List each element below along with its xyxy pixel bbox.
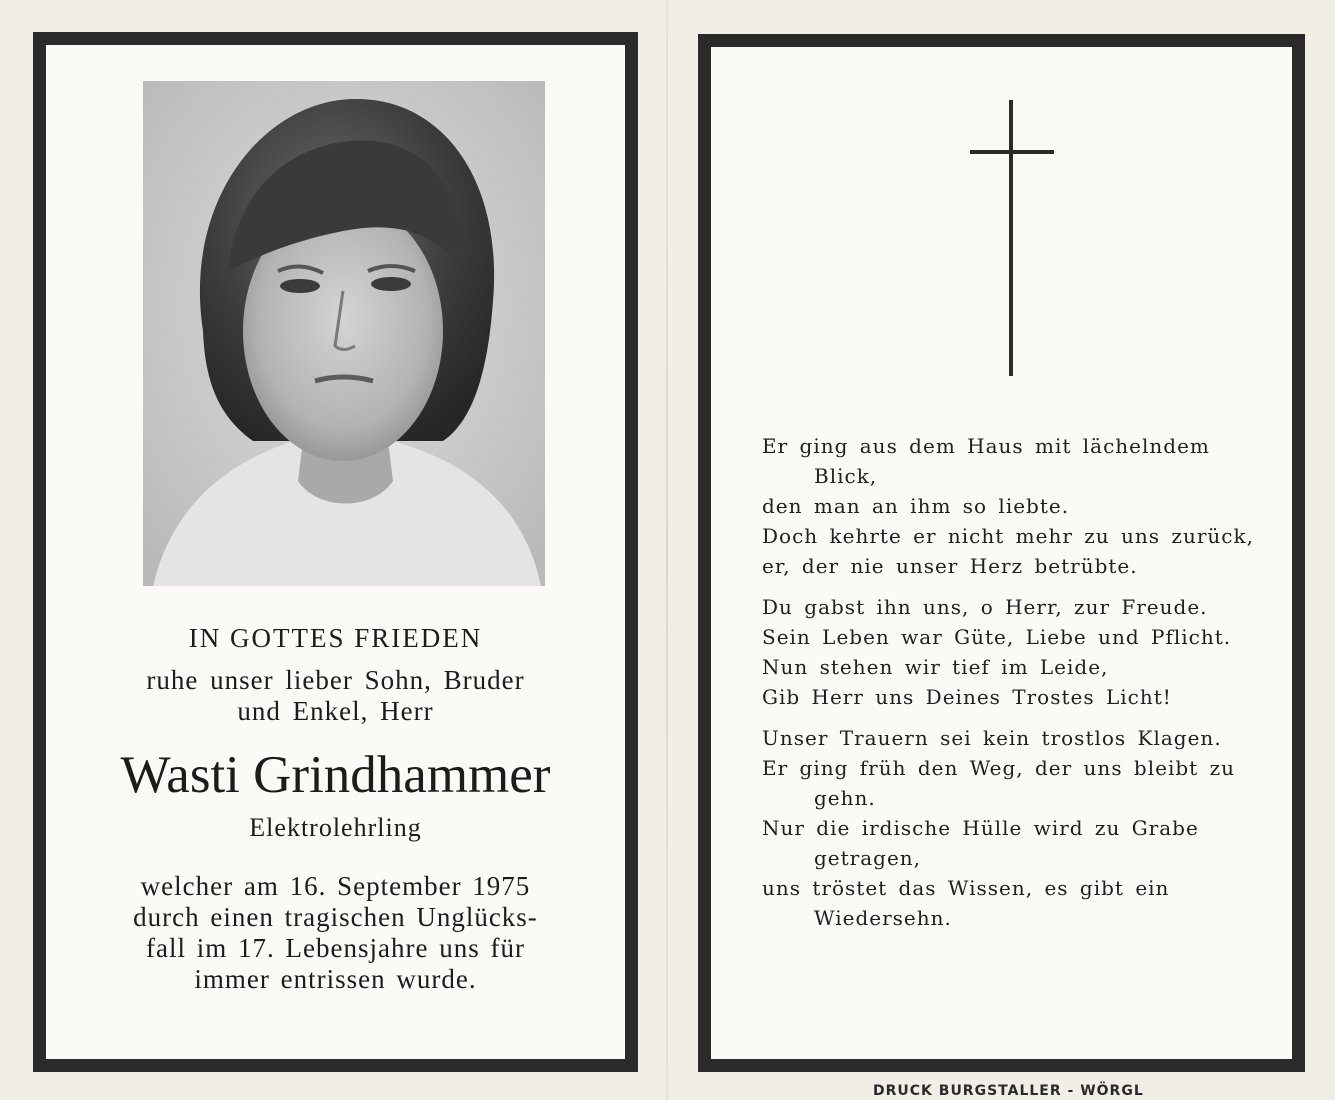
cross-vertical-bar <box>1009 100 1013 376</box>
poem <box>762 431 1282 944</box>
poem-stanza <box>762 723 1282 933</box>
poem-line: Unser Trauern sei kein trostlos Klagen. <box>762 726 1222 750</box>
poem-line: Er ging früh den Weg, der uns bleibt zu <box>762 756 1235 780</box>
details-line: immer entrissen wurde. <box>194 964 477 994</box>
right-card-panel <box>698 34 1305 1072</box>
details-line: durch einen tragischen Unglücks- <box>133 902 538 932</box>
poem-stanza <box>762 431 1282 581</box>
heading: IN GOTTES FRIEDEN <box>188 623 483 653</box>
poem-line: Er ging aus dem Haus mit lächelndem <box>762 434 1210 458</box>
left-card-panel <box>33 32 638 1072</box>
intro-text <box>46 665 625 727</box>
poem-line: Nur die irdische Hülle wird zu Grabe <box>762 816 1199 840</box>
poem-line: Doch kehrte er nicht mehr zu uns zurück, <box>762 524 1254 548</box>
poem-line: Sein Leben war Güte, Liebe und Pflicht. <box>762 625 1232 649</box>
occupation: Elektrolehrling <box>249 813 422 842</box>
poem-line: getragen, <box>814 846 922 870</box>
poem-line: gehn. <box>814 786 876 810</box>
portrait-photo <box>143 81 545 586</box>
death-details <box>46 871 625 995</box>
intro-line: und Enkel, Herr <box>237 696 434 726</box>
portrait-illustration <box>143 81 545 586</box>
poem-line: Wiedersehn. <box>814 906 952 930</box>
intro-line: ruhe unser lieber Sohn, Bruder <box>146 665 525 695</box>
deceased-name: Wasti Grindhammer <box>120 746 551 804</box>
cross-horizontal-bar <box>970 150 1054 154</box>
poem-line: uns tröstet das Wissen, es gibt ein <box>762 876 1170 900</box>
card-fold <box>666 0 668 1100</box>
printer-credit: DRUCK BURGSTALLER - WÖRGL <box>873 1083 1144 1099</box>
poem-line: Blick, <box>814 464 878 488</box>
details-line: fall im 17. Lebensjahre uns für <box>146 933 525 963</box>
poem-line: Du gabst ihn uns, o Herr, zur Freude. <box>762 595 1208 619</box>
poem-line: Gib Herr uns Deines Trostes Licht! <box>762 685 1172 709</box>
details-line: welcher am 16. September 1975 <box>140 871 531 901</box>
poem-stanza <box>762 592 1282 712</box>
poem-line: er, der nie unser Herz betrübte. <box>762 554 1138 578</box>
poem-line: den man an ihm so liebte. <box>762 494 1070 518</box>
poem-line: Nun stehen wir tief im Leide, <box>762 655 1109 679</box>
